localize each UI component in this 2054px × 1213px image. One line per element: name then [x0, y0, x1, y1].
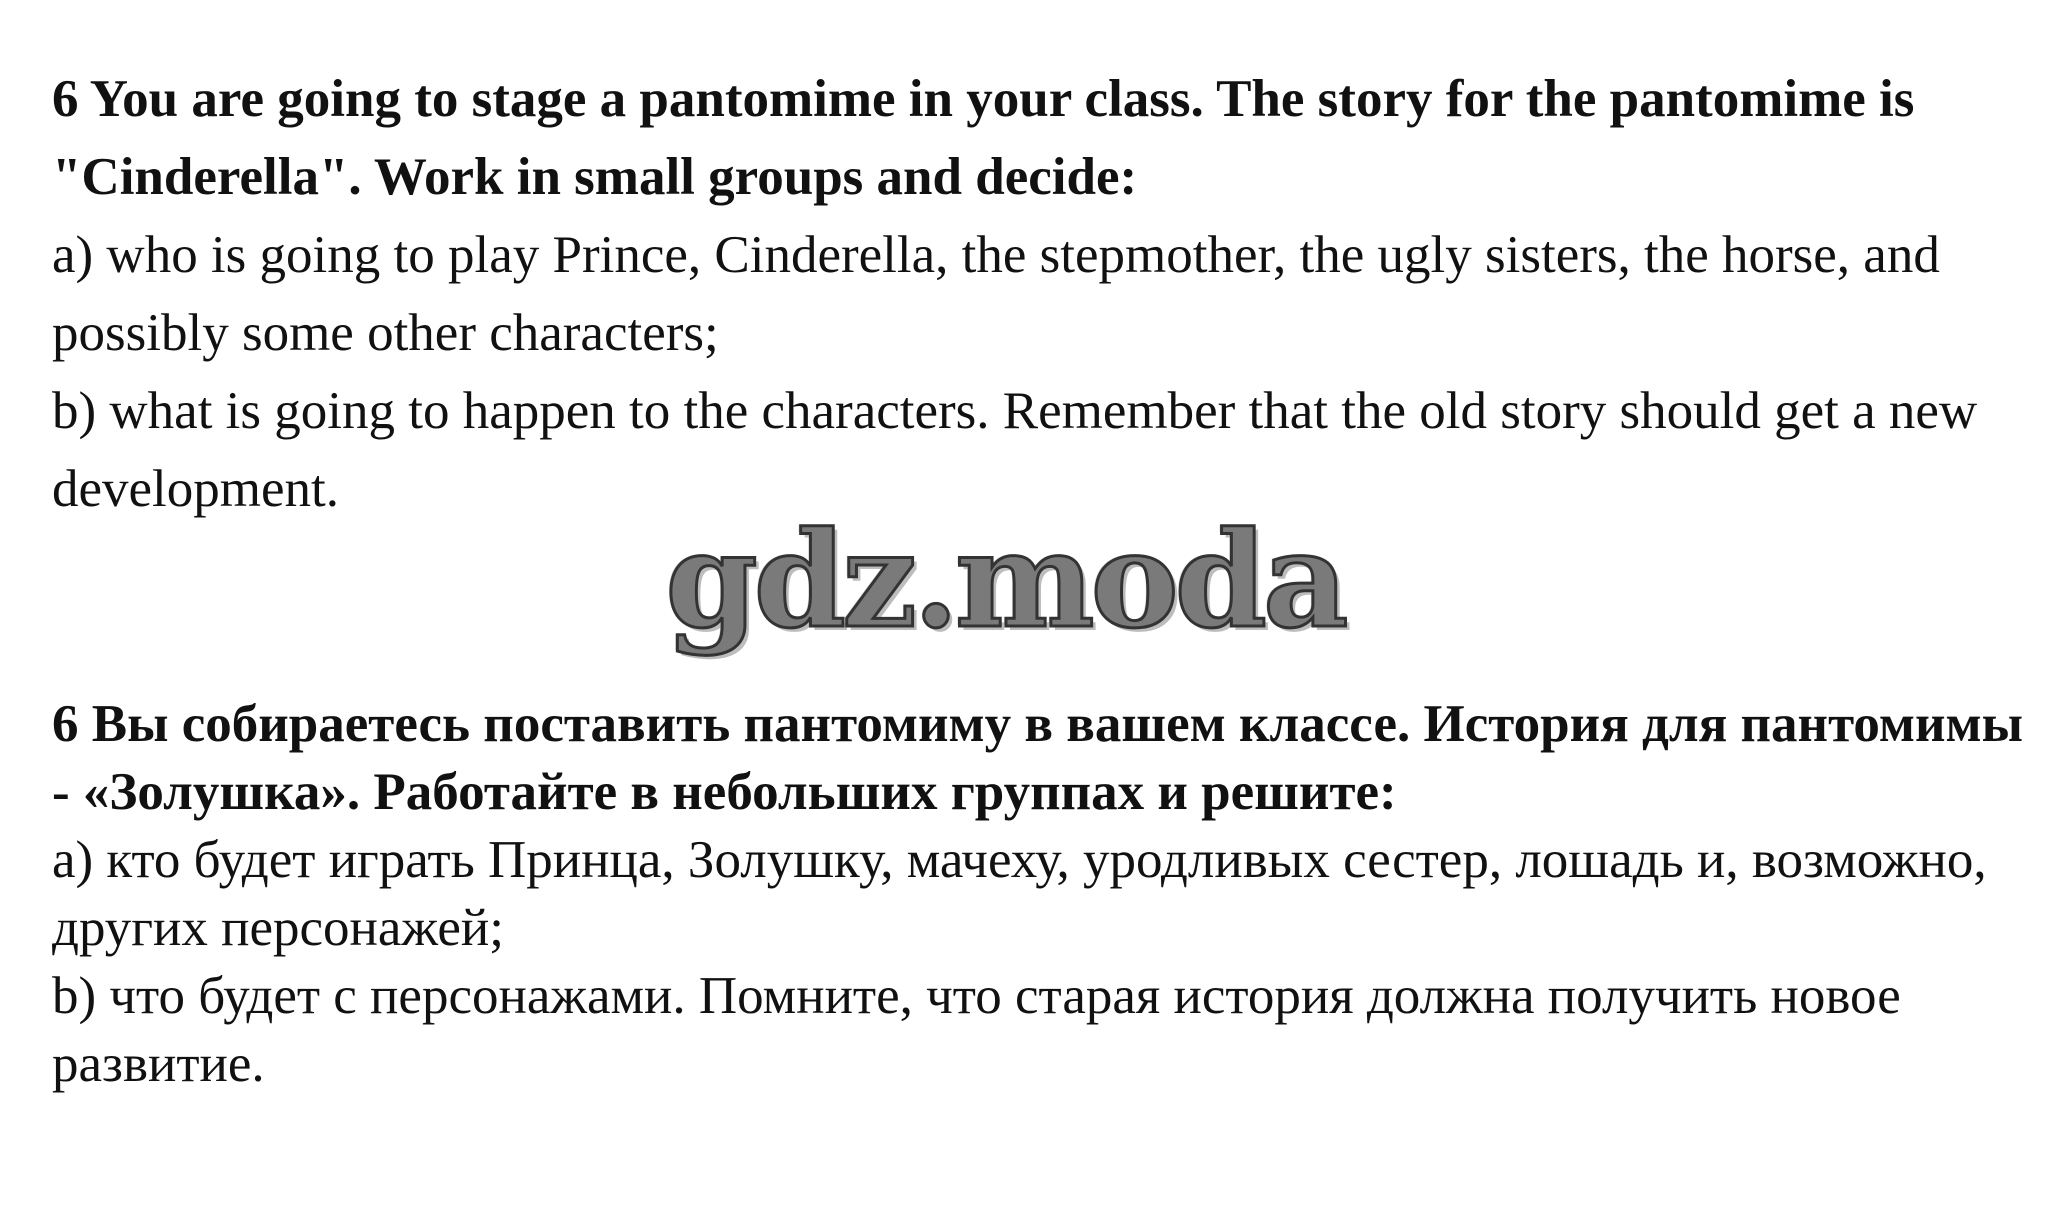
russian-item-a: a) кто будет играть Принца, Золушку, мачеху, уродливых сестер, лошадь и, возможно, других персонажей; [52, 831, 1987, 957]
russian-item-b: b) что будет с персонажами. Помните, что старая история должна получить новое развитие. [52, 967, 1901, 1093]
english-exercise-heading: 6 You are going to stage a pantomime in your class. The story for the pantomime is "Cinderella". Work in small groups and decide: [52, 70, 1915, 206]
russian-exercise [52, 690, 2032, 1098]
english-item-a: a) who is going to play Prince, Cinderella, the stepmother, the ugly sisters, the horse, and possibly some other characters; [52, 226, 1940, 362]
english-item-b: b) what is going to happen to the characters. Remember that the old story should get a new development. [52, 382, 1978, 518]
russian-exercise-heading: 6 Вы собираетесь поставить пантомиму в вашем классе. История для пантомимы - «Золушка». Работайте в небольших группах и решите: [52, 695, 2024, 821]
watermark-logo: gdz.moda [665, 502, 1345, 658]
english-exercise [52, 60, 2032, 528]
